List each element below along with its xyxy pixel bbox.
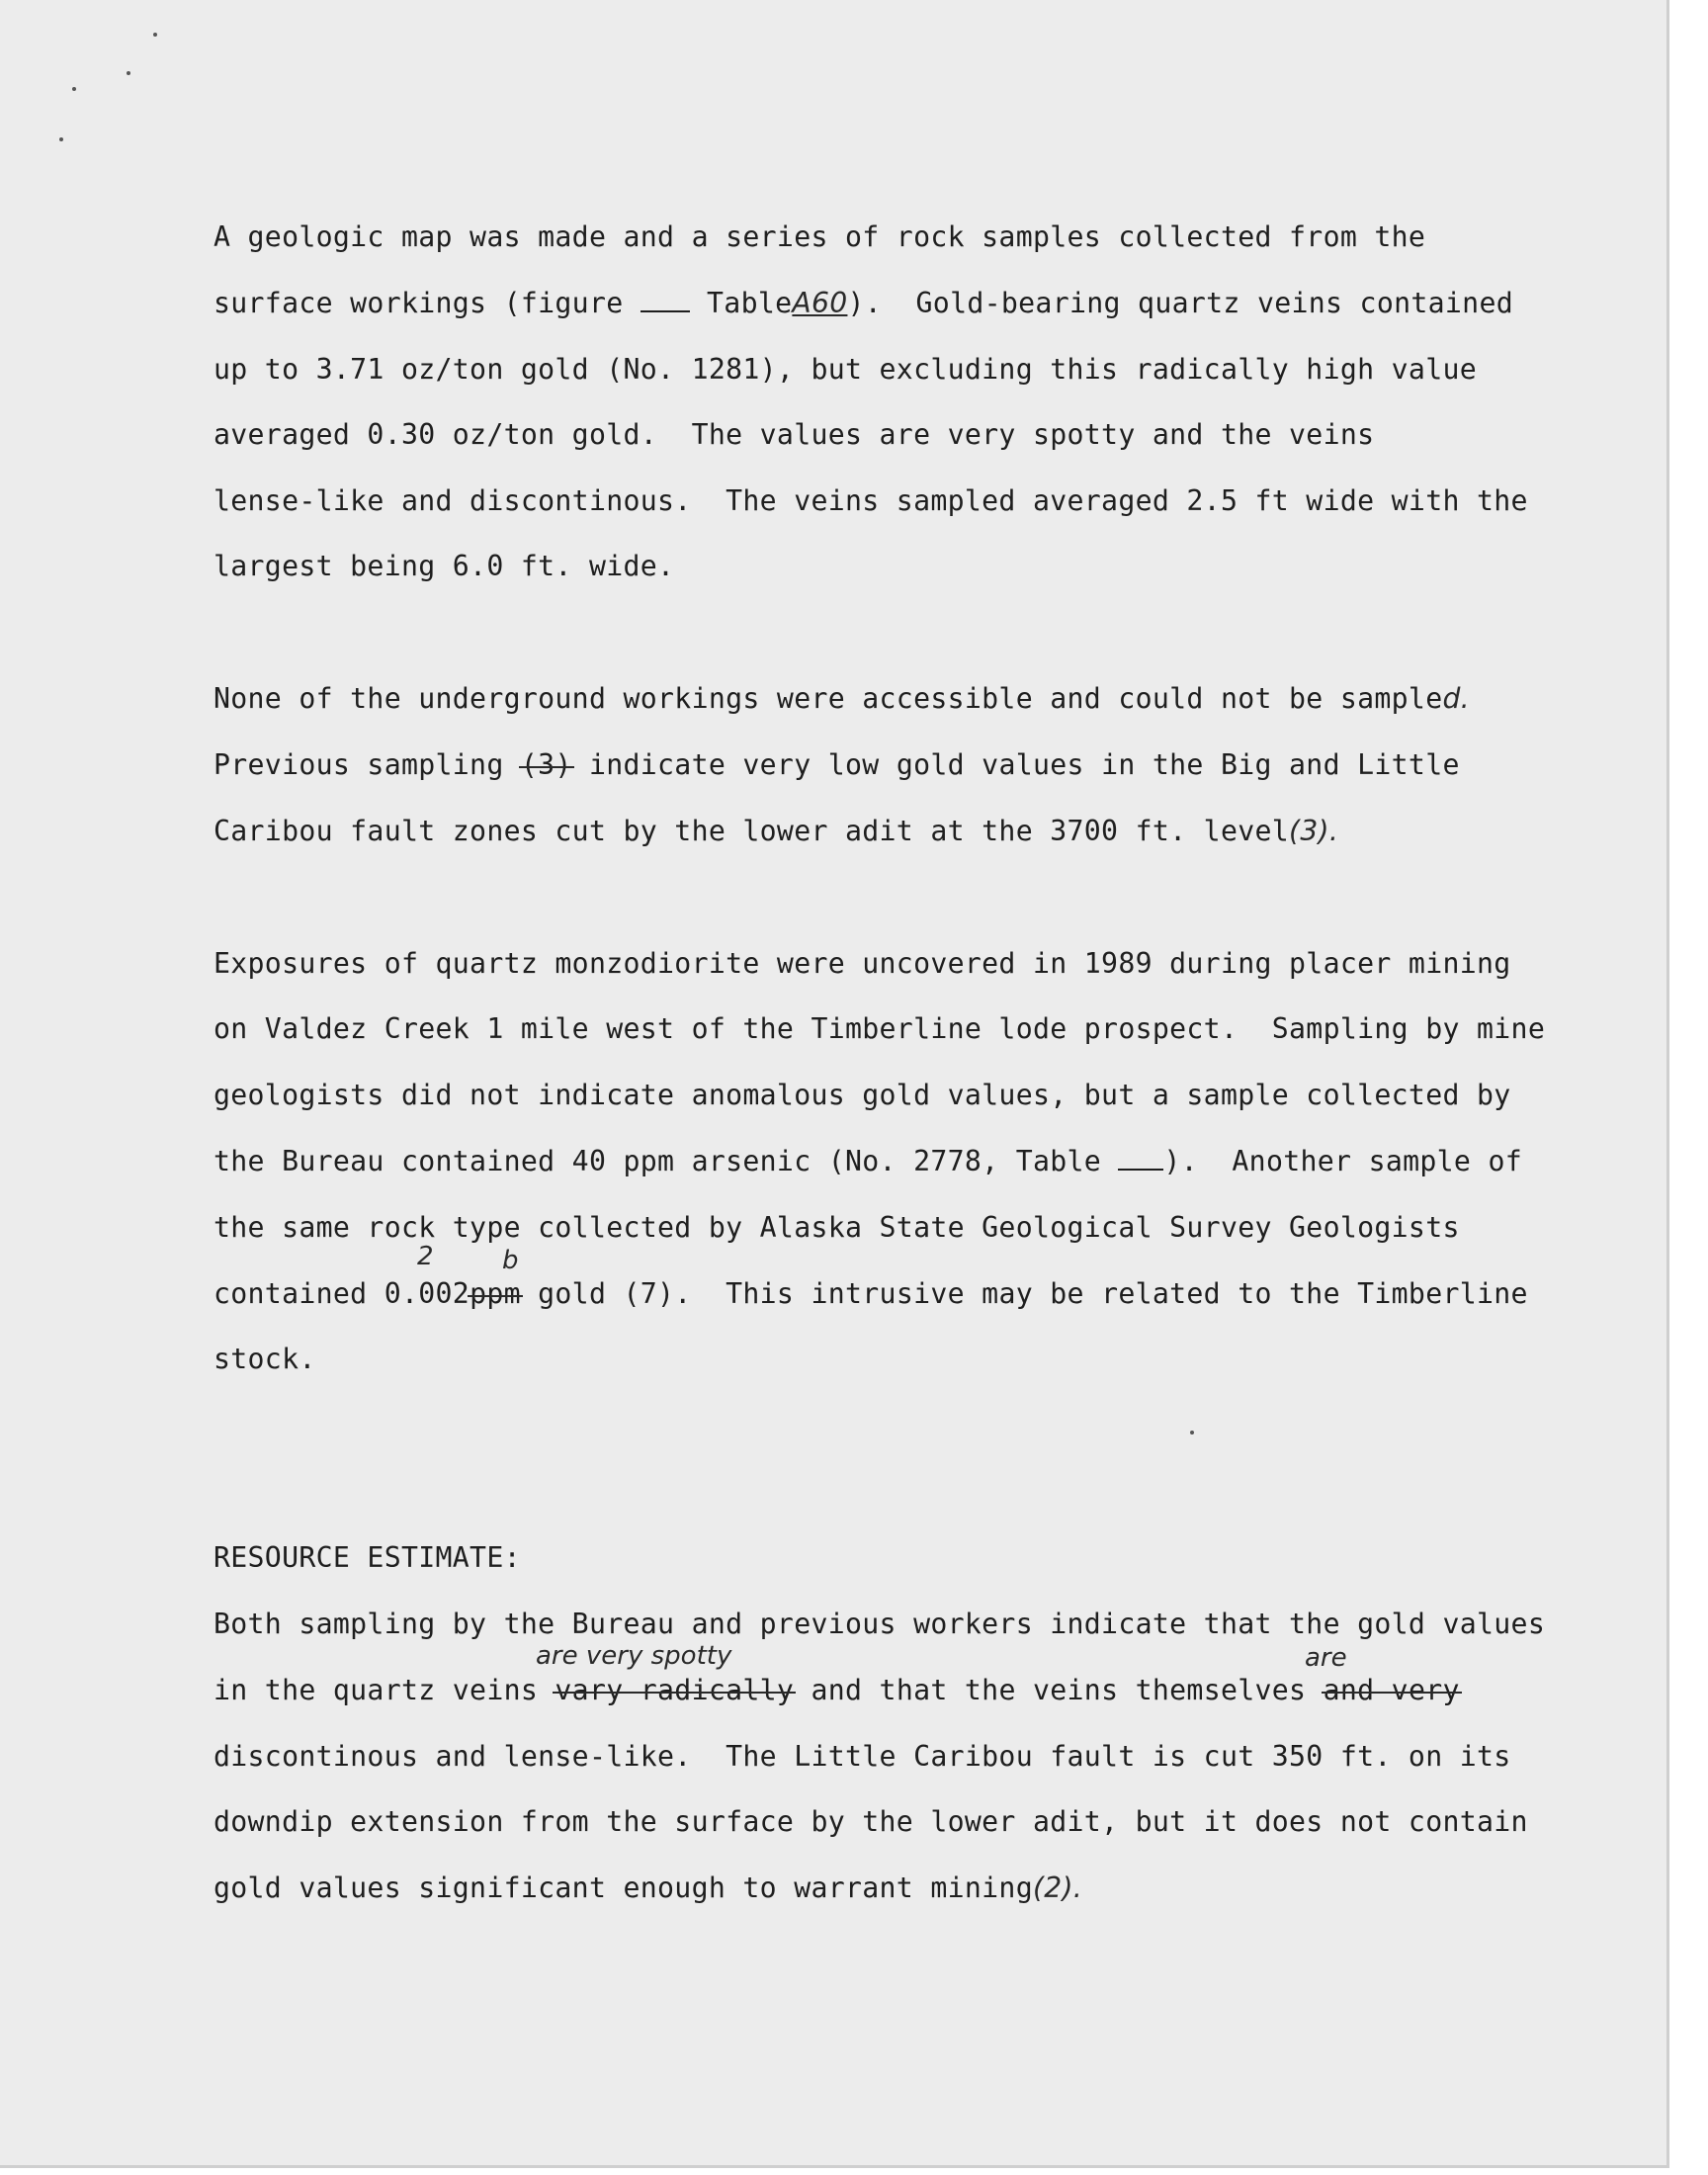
body-line: discontinous and lense-like. The Little Caribou fault is cut 350 ft. on its	[214, 1740, 1511, 1773]
body-line: largest being 6.0 ft. wide.	[214, 550, 675, 582]
struck-phrase: vary radically	[555, 1674, 795, 1706]
struck-unit: ppm	[470, 1277, 521, 1310]
line-text: None of the underground workings were accessible and could not be sample	[214, 682, 1443, 715]
line-text: Caribou fault zones cut by the lower adit at the 3700 ft. level	[214, 815, 1290, 847]
body-line	[214, 1145, 1522, 1178]
body-line	[214, 1871, 1082, 1905]
handwritten-reference: (2).	[1032, 1871, 1083, 1904]
body-line: on Valdez Creek 1 mile west of the Timberline lode prospect. Sampling by mine	[214, 1012, 1546, 1045]
handwritten-table-number: A60	[792, 287, 848, 319]
line-text: ). Another sample of	[1163, 1145, 1523, 1177]
line-text: contained 0.002	[214, 1277, 470, 1310]
body-line	[214, 1277, 1528, 1311]
body-line	[214, 1674, 1460, 1707]
handwritten-insertion: are very spotty	[536, 1641, 732, 1671]
body-line: downdip extension from the surface by the lower adit, but it does not contain	[214, 1805, 1528, 1838]
section-heading: RESOURCE ESTIMATE:	[214, 1541, 521, 1574]
line-text: indicate very low gold values in the Big and Little	[571, 748, 1460, 781]
handwritten-insertion: b	[502, 1246, 519, 1275]
line-text: in the quartz veins	[214, 1674, 555, 1706]
body-line: stock.	[214, 1343, 316, 1375]
body-line: Exposures of quartz monzodiorite were uncovered in 1989 during placer mining	[214, 947, 1511, 980]
scan-speck	[153, 33, 157, 37]
line-text: the Bureau contained 40 ppm arsenic (No. 2778, Table	[214, 1145, 1119, 1177]
struck-reference: (3)	[520, 748, 572, 781]
body-line	[214, 748, 1460, 782]
table-number-blank	[1118, 1151, 1163, 1171]
handwritten-correction: d.	[1442, 682, 1470, 715]
line-text: gold values significant enough to warrant mining	[214, 1871, 1033, 1904]
body-line: Both sampling by the Bureau and previous workers indicate that the gold values	[214, 1608, 1546, 1640]
line-text: Table	[689, 287, 793, 319]
body-line	[214, 815, 1338, 848]
body-line: A geologic map was made and a series of rock samples collected from the	[214, 220, 1426, 253]
line-text: and that the veins themselves	[794, 1674, 1324, 1706]
scan-speck	[1190, 1431, 1194, 1435]
figure-number-blank	[640, 293, 690, 312]
handwritten-reference: (3).	[1289, 815, 1339, 847]
line-text: ). Gold-bearing quartz veins contained	[847, 287, 1513, 319]
body-line: lense-like and discontinous. The veins sampled averaged 2.5 ft wide with the	[214, 484, 1528, 517]
handwritten-insertion: 2	[417, 1242, 434, 1271]
scan-speck	[72, 87, 76, 91]
body-line: geologists did not indicate anomalous gold values, but a sample collected by	[214, 1079, 1511, 1111]
body-line: up to 3.71 oz/ton gold (No. 1281), but excluding this radically high value	[214, 353, 1478, 386]
struck-phrase: and very	[1323, 1674, 1460, 1706]
body-line: the same rock type collected by Alaska State Geological Survey Geologists	[214, 1211, 1460, 1244]
line-text: Previous sampling	[214, 748, 521, 781]
body-line	[214, 287, 1513, 320]
scan-speck	[59, 137, 63, 141]
body-line	[214, 682, 1470, 716]
handwritten-insertion: are	[1305, 1643, 1347, 1673]
line-text: gold (7). This intrusive may be related to the Timberline	[520, 1277, 1528, 1310]
scan-speck	[127, 71, 130, 75]
line-text: surface workings (figure	[214, 287, 640, 319]
body-line: averaged 0.30 oz/ton gold. The values are very spotty and the veins	[214, 418, 1375, 451]
